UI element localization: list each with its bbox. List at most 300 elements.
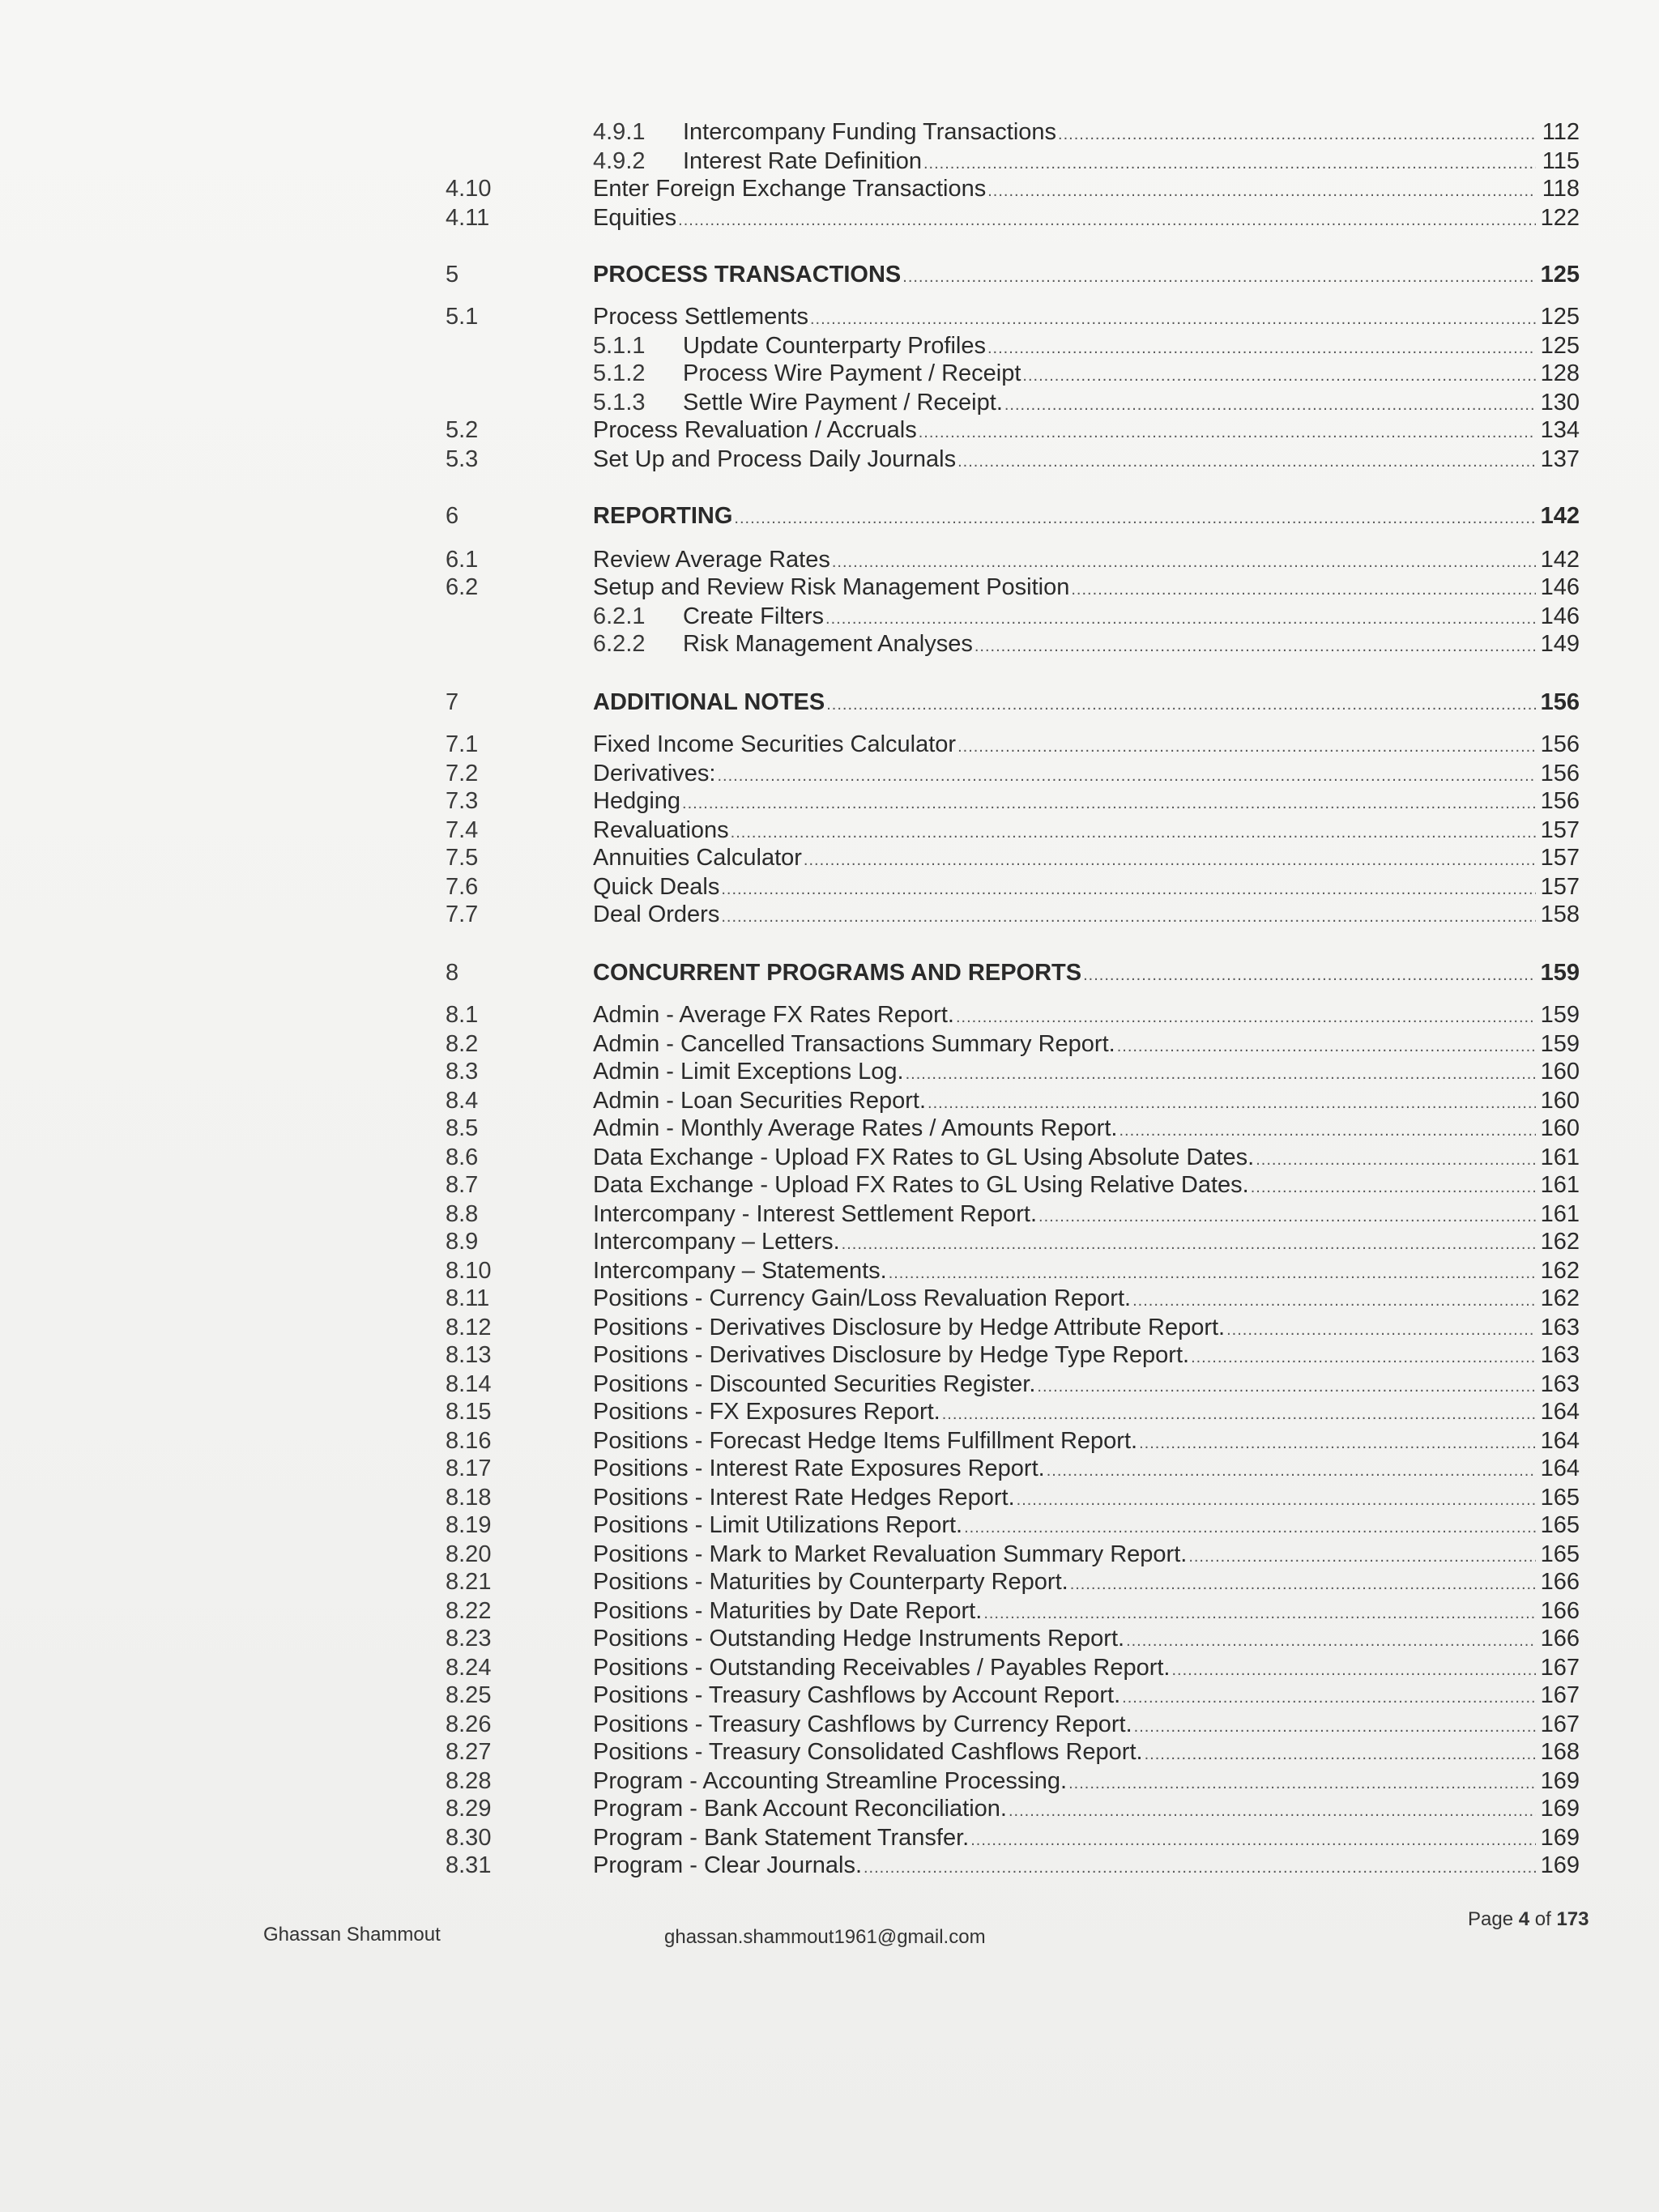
- toc-page-number: 166: [1540, 1626, 1580, 1652]
- toc-entry-title: Positions - Maturities by Counterparty Report.: [593, 1569, 1068, 1595]
- page-mid: of: [1529, 1908, 1557, 1930]
- toc-entry-title: Process Wire Payment / Receipt: [683, 360, 1021, 386]
- toc-chapter-row: [0, 959, 1580, 987]
- toc-row: [0, 1767, 1580, 1795]
- toc-entry-link[interactable]: [593, 1115, 1580, 1144]
- toc-dot-leader: [1134, 1713, 1536, 1741]
- toc-dot-leader: [1256, 1146, 1536, 1174]
- toc-page-number: 157: [1540, 874, 1580, 900]
- toc-row: [0, 630, 1580, 658]
- toc-entry-title: Quick Deals: [593, 874, 720, 900]
- toc-section-number: 7.5: [446, 845, 479, 871]
- toc-section-number: 8.26: [446, 1711, 492, 1737]
- toc-page-number: 156: [1540, 761, 1580, 786]
- toc-entry-link[interactable]: [683, 389, 1580, 419]
- toc-dot-leader: [1038, 1203, 1536, 1230]
- toc-page-number: 169: [1540, 1852, 1580, 1878]
- toc-entry-link[interactable]: [683, 630, 1580, 660]
- toc-entry-link[interactable]: [683, 332, 1580, 362]
- toc-entry-title: Deal Orders: [593, 901, 720, 927]
- toc-entry-link[interactable]: [593, 1200, 1580, 1230]
- toc-page-number: 169: [1540, 1825, 1580, 1851]
- toc-entry-link[interactable]: [593, 1767, 1580, 1797]
- toc-entry-link[interactable]: [593, 1541, 1580, 1571]
- toc-row: [0, 1398, 1580, 1426]
- toc-dot-leader: [1058, 121, 1536, 148]
- toc-entry-link[interactable]: [593, 303, 1580, 333]
- toc-row: [0, 1654, 1580, 1681]
- toc-section-number: 8.17: [446, 1455, 492, 1481]
- toc-section-number: 8.10: [446, 1258, 492, 1284]
- toc-entry-link[interactable]: [593, 844, 1580, 874]
- toc-row: [0, 1341, 1580, 1369]
- toc-row: [0, 1852, 1580, 1879]
- toc-dot-leader: [1037, 1373, 1536, 1400]
- toc-entry-link[interactable]: [683, 603, 1580, 633]
- toc-entry-title: Positions - Maturities by Date Report.: [593, 1598, 983, 1624]
- toc-row: [0, 901, 1580, 928]
- toc-entry-title: Admin - Average FX Rates Report.: [593, 1002, 954, 1028]
- toc-dot-leader: [804, 846, 1536, 874]
- toc-section-number: 7.2: [446, 761, 479, 786]
- toc-row: [0, 873, 1580, 901]
- toc-entry-link[interactable]: [593, 445, 1580, 475]
- toc-entry-link[interactable]: [593, 1795, 1580, 1825]
- toc-row: [0, 1001, 1580, 1029]
- toc-subsection-number: 5.1.1: [593, 333, 646, 359]
- toc-dot-leader: [721, 903, 1536, 931]
- toc-dot-leader: [975, 633, 1536, 660]
- toc-entry-title: Positions - Outstanding Receivables / Payables Report.: [593, 1655, 1171, 1681]
- toc-subsection-number: 5.1.2: [593, 360, 646, 386]
- toc-dot-leader: [957, 733, 1536, 761]
- toc-chapter-row: [0, 688, 1580, 716]
- toc-entry-link[interactable]: [683, 360, 1580, 390]
- toc-section-number: 8.11: [446, 1285, 490, 1311]
- toc-row: [0, 416, 1580, 444]
- toc-entry-link[interactable]: [593, 1001, 1580, 1031]
- toc-row: [0, 1681, 1580, 1709]
- toc-entry-link[interactable]: [593, 1568, 1580, 1598]
- toc-section-number: 8.19: [446, 1512, 492, 1538]
- toc-row: [0, 1228, 1580, 1255]
- toc-section-number: 5.1: [446, 304, 479, 330]
- toc-section-number: 8.5: [446, 1115, 479, 1141]
- toc-section-number: 8.13: [446, 1342, 492, 1368]
- toc-entry-link[interactable]: [593, 1824, 1580, 1854]
- toc-section-number: 7.3: [446, 788, 479, 814]
- toc-row: [0, 603, 1580, 630]
- toc-chapter-row: [0, 261, 1580, 288]
- toc-dot-leader: [987, 177, 1536, 205]
- toc-dot-leader: [864, 1854, 1536, 1882]
- toc-entry-title: Positions - Derivatives Disclosure by Hedge Type Report.: [593, 1342, 1190, 1368]
- toc-entry-title: Positions - Currency Gain/Loss Revaluation Report.: [593, 1285, 1132, 1311]
- toc-section-number: 8.16: [446, 1428, 492, 1454]
- toc-entry-link[interactable]: [593, 1625, 1580, 1655]
- toc-row: [0, 1171, 1580, 1199]
- page-current: 4: [1518, 1908, 1530, 1930]
- toc-entry-link[interactable]: [593, 1681, 1580, 1711]
- toc-page-number: 161: [1540, 1172, 1580, 1198]
- toc-dot-leader: [1132, 1287, 1536, 1315]
- toc-entry-title: Admin - Cancelled Transactions Summary Report.: [593, 1031, 1115, 1057]
- toc-row: [0, 1087, 1580, 1115]
- toc-entry-title: Positions - Interest Rate Exposures Report.: [593, 1455, 1045, 1481]
- toc-entry-link[interactable]: [593, 546, 1580, 576]
- toc-dot-leader: [1083, 961, 1536, 989]
- toc-page-number: 160: [1540, 1088, 1580, 1114]
- toc-row: [0, 118, 1580, 146]
- toc-entry-link[interactable]: [593, 573, 1580, 603]
- toc-entry-link[interactable]: [593, 261, 1580, 291]
- toc-section-number: 5.2: [446, 417, 479, 443]
- toc-row: [0, 1200, 1580, 1228]
- toc-page-number: 163: [1540, 1371, 1580, 1397]
- toc-dot-leader: [1171, 1656, 1536, 1684]
- toc-row: [0, 760, 1580, 787]
- toc-dot-leader: [842, 1230, 1536, 1258]
- toc-page-number: 168: [1540, 1739, 1580, 1765]
- toc-page-number: 164: [1540, 1399, 1580, 1425]
- toc-section-number: 8.6: [446, 1144, 479, 1170]
- footer-author: Ghassan Shammout: [263, 1924, 441, 1946]
- toc-section-number: 8.15: [446, 1399, 492, 1425]
- toc-section-number: 8.28: [446, 1768, 492, 1794]
- toc-section-number: 8: [446, 960, 459, 986]
- toc-page-number: 137: [1540, 446, 1580, 472]
- toc-entry-title: Positions - Treasury Cashflows by Account Report.: [593, 1682, 1121, 1708]
- toc-entry-title: Hedging: [593, 788, 681, 814]
- toc-dot-leader: [957, 448, 1536, 475]
- toc-dot-leader: [721, 876, 1536, 903]
- toc-row: [0, 1314, 1580, 1341]
- toc-entry-link[interactable]: [593, 1852, 1580, 1882]
- toc-entry-link[interactable]: [593, 1455, 1580, 1485]
- toc-dot-leader: [923, 150, 1536, 177]
- toc-entry-title: Derivatives:: [593, 761, 716, 786]
- toc-dot-leader: [928, 1089, 1536, 1117]
- toc-row: [0, 147, 1580, 175]
- toc-section-number: 8.20: [446, 1541, 492, 1567]
- toc-row: [0, 1115, 1580, 1142]
- toc-dot-leader: [942, 1400, 1536, 1428]
- toc-page-number: 161: [1540, 1144, 1580, 1170]
- toc-entry-link[interactable]: [593, 1228, 1580, 1258]
- toc-entry-link[interactable]: [593, 901, 1580, 931]
- toc-section-number: 8.30: [446, 1825, 492, 1851]
- toc-dot-leader: [734, 505, 1536, 532]
- toc-section-number: 8.31: [446, 1852, 492, 1878]
- toc-row: [0, 303, 1580, 330]
- toc-page-number: 125: [1540, 333, 1580, 359]
- toc-entry-title: Settle Wire Payment / Receipt.: [683, 390, 1003, 416]
- toc-section-number: 6.2: [446, 574, 479, 600]
- toc-entry-link[interactable]: [593, 502, 1580, 532]
- toc-dot-leader: [956, 1004, 1536, 1031]
- toc-row: [0, 731, 1580, 758]
- toc-dot-leader: [731, 819, 1536, 846]
- toc-row: [0, 389, 1580, 416]
- toc-row: [0, 175, 1580, 202]
- page-total: 173: [1556, 1908, 1589, 1930]
- toc-entry-title: Admin - Monthly Average Rates / Amounts Report.: [593, 1115, 1118, 1141]
- toc-entry-title: Equities: [593, 205, 677, 231]
- toc-page-number: 156: [1540, 788, 1580, 814]
- toc-entry-link[interactable]: [593, 1144, 1580, 1174]
- toc-entry-title: Program - Bank Statement Transfer.: [593, 1825, 970, 1851]
- toc-entry-link[interactable]: [683, 147, 1580, 177]
- toc-entry-link[interactable]: [593, 175, 1580, 205]
- toc-dot-leader: [1068, 1770, 1536, 1797]
- toc-entry-title: Positions - Mark to Market Revaluation Summary Report.: [593, 1541, 1188, 1567]
- toc-page-number: 157: [1540, 845, 1580, 871]
- toc-row: [0, 332, 1580, 360]
- toc-entry-link[interactable]: [593, 1285, 1580, 1315]
- toc-section-number: 7: [446, 689, 459, 715]
- toc-page-number: 169: [1540, 1768, 1580, 1794]
- toc-page-number: 115: [1542, 148, 1580, 174]
- toc-page-number: 128: [1540, 360, 1580, 386]
- toc-entry-title: Admin - Loan Securities Report.: [593, 1088, 927, 1114]
- toc-entry-title: Review Average Rates: [593, 547, 830, 573]
- toc-page-number: 162: [1540, 1229, 1580, 1255]
- toc-entry-title: Program - Accounting Streamline Processing.: [593, 1768, 1068, 1794]
- toc-row: [0, 360, 1580, 387]
- toc-page-number: 162: [1540, 1285, 1580, 1311]
- toc-entry-link[interactable]: [593, 787, 1580, 817]
- toc-entry-link[interactable]: [593, 1511, 1580, 1541]
- toc-page-number: 159: [1540, 960, 1580, 986]
- toc-page-number: 118: [1542, 176, 1580, 202]
- toc-entry-title: Intercompany - Interest Settlement Report.: [593, 1201, 1038, 1227]
- toc-page-number: 166: [1540, 1598, 1580, 1624]
- toc-row: [0, 1568, 1580, 1596]
- toc-entry-title: Admin - Limit Exceptions Log.: [593, 1059, 904, 1085]
- toc-entry-title: REPORTING: [593, 503, 733, 529]
- toc-section-number: 8.12: [446, 1315, 492, 1340]
- toc-entry-title: Revaluations: [593, 817, 729, 843]
- toc-page-number: 159: [1540, 1002, 1580, 1028]
- toc-subsection-number: 4.9.2: [593, 148, 646, 174]
- toc-page-number: 167: [1540, 1682, 1580, 1708]
- toc-entry-link[interactable]: [593, 959, 1580, 989]
- toc-entry-title: Setup and Review Risk Management Position: [593, 574, 1070, 600]
- toc-entry-title: Update Counterparty Profiles: [683, 333, 986, 359]
- toc-section-number: 8.25: [446, 1682, 492, 1708]
- toc-dot-leader: [1251, 1174, 1536, 1201]
- toc-page-number: 125: [1540, 304, 1580, 330]
- toc-dot-leader: [718, 762, 1537, 790]
- toc-dot-leader: [1119, 1117, 1536, 1144]
- toc-dot-leader: [1004, 391, 1536, 419]
- toc-section-number: 4.11: [446, 205, 490, 231]
- toc-entry-link[interactable]: [593, 1484, 1580, 1514]
- toc-dot-leader: [964, 1514, 1536, 1541]
- toc-entry-link[interactable]: [593, 816, 1580, 846]
- toc-section-number: 8.2: [446, 1031, 479, 1057]
- toc-dot-leader: [919, 419, 1536, 446]
- toc-row: [0, 787, 1580, 815]
- toc-dot-leader: [1188, 1543, 1536, 1571]
- toc-entry-link[interactable]: [593, 873, 1580, 903]
- toc-dot-leader: [1126, 1627, 1536, 1655]
- toc-row: [0, 573, 1580, 601]
- toc-entry-title: Create Filters: [683, 603, 825, 629]
- toc-dot-leader: [1022, 362, 1536, 390]
- toc-dot-leader: [810, 305, 1536, 333]
- toc-entry-link[interactable]: [683, 118, 1580, 148]
- toc-page-number: 162: [1540, 1258, 1580, 1284]
- toc-row: [0, 1285, 1580, 1312]
- toc-entry-title: Positions - Treasury Consolidated Cashflows Report.: [593, 1739, 1143, 1765]
- toc-entry-link[interactable]: [593, 1087, 1580, 1117]
- toc-entry-title: Risk Management Analyses: [683, 631, 973, 657]
- toc-section-number: 8.22: [446, 1598, 492, 1624]
- toc-entry-title: Process Settlements: [593, 304, 808, 330]
- toc-section-number: 8.8: [446, 1201, 479, 1227]
- toc-dot-leader: [682, 790, 1536, 817]
- toc-page-number: 163: [1540, 1315, 1580, 1340]
- toc-section-number: 8.14: [446, 1371, 492, 1397]
- toc-row: [0, 1795, 1580, 1822]
- toc-page-number: 112: [1542, 119, 1580, 145]
- toc-section-number: 5.3: [446, 446, 479, 472]
- toc-page-number: 167: [1540, 1655, 1580, 1681]
- toc-section-number: 8.1: [446, 1002, 479, 1028]
- toc-dot-leader: [826, 691, 1536, 718]
- toc-row: [0, 1484, 1580, 1511]
- toc-entry-title: Positions - Interest Rate Hedges Report.: [593, 1485, 1015, 1511]
- toc-entry-link[interactable]: [593, 1370, 1580, 1400]
- toc-section-number: 8.23: [446, 1626, 492, 1652]
- toc-page-number: 146: [1540, 603, 1580, 629]
- toc-page-number: 160: [1540, 1059, 1580, 1085]
- toc-entry-title: Intercompany – Letters.: [593, 1229, 840, 1255]
- toc-entry-title: Process Revaluation / Accruals: [593, 417, 917, 443]
- toc-page-number: 161: [1540, 1201, 1580, 1227]
- toc-entry-title: Annuities Calculator: [593, 845, 802, 871]
- toc-dot-leader: [1122, 1684, 1536, 1711]
- toc-page-number: 163: [1540, 1342, 1580, 1368]
- toc-page-number: 156: [1540, 731, 1580, 757]
- toc-entry-title: Positions - Discounted Securities Register.: [593, 1371, 1036, 1397]
- toc-dot-leader: [1047, 1457, 1536, 1485]
- toc-entry-link[interactable]: [593, 1738, 1580, 1768]
- toc-section-number: 8.18: [446, 1485, 492, 1511]
- toc-entry-title: Enter Foreign Exchange Transactions: [593, 176, 987, 202]
- toc-dot-leader: [1191, 1344, 1536, 1371]
- toc-dot-leader: [1226, 1316, 1536, 1344]
- footer-page-number: [1468, 1908, 1589, 1931]
- toc-row: [0, 1738, 1580, 1766]
- toc-row: [0, 1511, 1580, 1539]
- toc-subsection-number: 5.1.3: [593, 390, 646, 416]
- toc-page-number: 166: [1540, 1569, 1580, 1595]
- toc-page-number: 157: [1540, 817, 1580, 843]
- toc-page-number: 149: [1540, 631, 1580, 657]
- toc-entry-link[interactable]: [593, 1030, 1580, 1060]
- toc-entry-title: Fixed Income Securities Calculator: [593, 731, 957, 757]
- toc-entry-link[interactable]: [593, 1654, 1580, 1684]
- toc-entry-title: CONCURRENT PROGRAMS AND REPORTS: [593, 960, 1082, 986]
- toc-section-number: 7.1: [446, 731, 479, 757]
- toc-section-number: 4.10: [446, 176, 492, 202]
- toc-dot-leader: [1009, 1797, 1536, 1825]
- toc-page-number: 169: [1540, 1796, 1580, 1822]
- toc-row: [0, 1824, 1580, 1852]
- toc-chapter-row: [0, 502, 1580, 530]
- toc-entry-title: Program - Bank Account Reconciliation.: [593, 1796, 1007, 1822]
- toc-entry-title: Positions - Outstanding Hedge Instruments Report.: [593, 1626, 1125, 1652]
- toc-page-number: 125: [1540, 262, 1580, 288]
- toc-entry-link[interactable]: [593, 1711, 1580, 1741]
- toc-row: [0, 1625, 1580, 1652]
- toc-subsection-number: 4.9.1: [593, 119, 646, 145]
- toc-page-number: 164: [1540, 1455, 1580, 1481]
- toc-dot-leader: [983, 1600, 1536, 1627]
- toc-section-number: 8.27: [446, 1739, 492, 1765]
- toc-entry-link[interactable]: [593, 1341, 1580, 1371]
- toc-entry-link[interactable]: [593, 688, 1580, 718]
- toc-entry-link[interactable]: [593, 1058, 1580, 1088]
- toc-entry-title: Data Exchange - Upload FX Rates to GL Using Absolute Dates.: [593, 1144, 1255, 1170]
- toc-section-number: 6: [446, 503, 459, 529]
- toc-section-number: 5: [446, 262, 459, 288]
- toc-section-number: 8.3: [446, 1059, 479, 1085]
- toc-entry-title: Set Up and Process Daily Journals: [593, 446, 957, 472]
- toc-dot-leader: [987, 335, 1536, 362]
- toc-row: [0, 1541, 1580, 1568]
- toc-entry-link[interactable]: [593, 1257, 1580, 1287]
- toc-entry-link[interactable]: [593, 1597, 1580, 1627]
- toc-row: [0, 1030, 1580, 1058]
- toc-dot-leader: [902, 263, 1536, 291]
- toc-subsection-number: 6.2.2: [593, 631, 646, 657]
- toc-entry-link[interactable]: [593, 760, 1580, 790]
- toc-section-number: 8.29: [446, 1796, 492, 1822]
- toc-entry-title: Intercompany Funding Transactions: [683, 119, 1057, 145]
- toc-dot-leader: [832, 548, 1536, 576]
- toc-entry-title: Positions - Derivatives Disclosure by Hedge Attribute Report.: [593, 1315, 1226, 1340]
- toc-row: [0, 204, 1580, 232]
- toc-entry-link[interactable]: [593, 1398, 1580, 1428]
- toc-section-number: 7.7: [446, 901, 479, 927]
- toc-entry-link[interactable]: [593, 1427, 1580, 1457]
- toc-dot-leader: [1145, 1741, 1536, 1768]
- toc-row: [0, 1144, 1580, 1171]
- toc-page-number: 165: [1540, 1512, 1580, 1538]
- toc-subsection-number: 6.2.1: [593, 603, 646, 629]
- toc-dot-leader: [1017, 1486, 1536, 1514]
- toc-entry-link[interactable]: [593, 416, 1580, 446]
- toc-entry-title: Intercompany – Statements.: [593, 1258, 887, 1284]
- toc-entry-link[interactable]: [593, 204, 1580, 234]
- toc-page-number: 158: [1540, 901, 1580, 927]
- toc-section-number: 8.24: [446, 1655, 492, 1681]
- page-prefix: Page: [1468, 1908, 1519, 1930]
- toc-entry-link[interactable]: [593, 1171, 1580, 1201]
- toc-page-number: 122: [1540, 205, 1580, 231]
- toc-entry-link[interactable]: [593, 731, 1580, 761]
- toc-dot-leader: [1071, 576, 1536, 603]
- toc-entry-title: Program - Clear Journals.: [593, 1852, 862, 1878]
- toc-dot-leader: [906, 1060, 1536, 1088]
- toc-page-number: 165: [1540, 1541, 1580, 1567]
- toc-entry-title: Positions - Forecast Hedge Items Fulfillment Report.: [593, 1428, 1138, 1454]
- toc-entry-link[interactable]: [593, 1314, 1580, 1344]
- toc-entry-title: Positions - FX Exposures Report.: [593, 1399, 940, 1425]
